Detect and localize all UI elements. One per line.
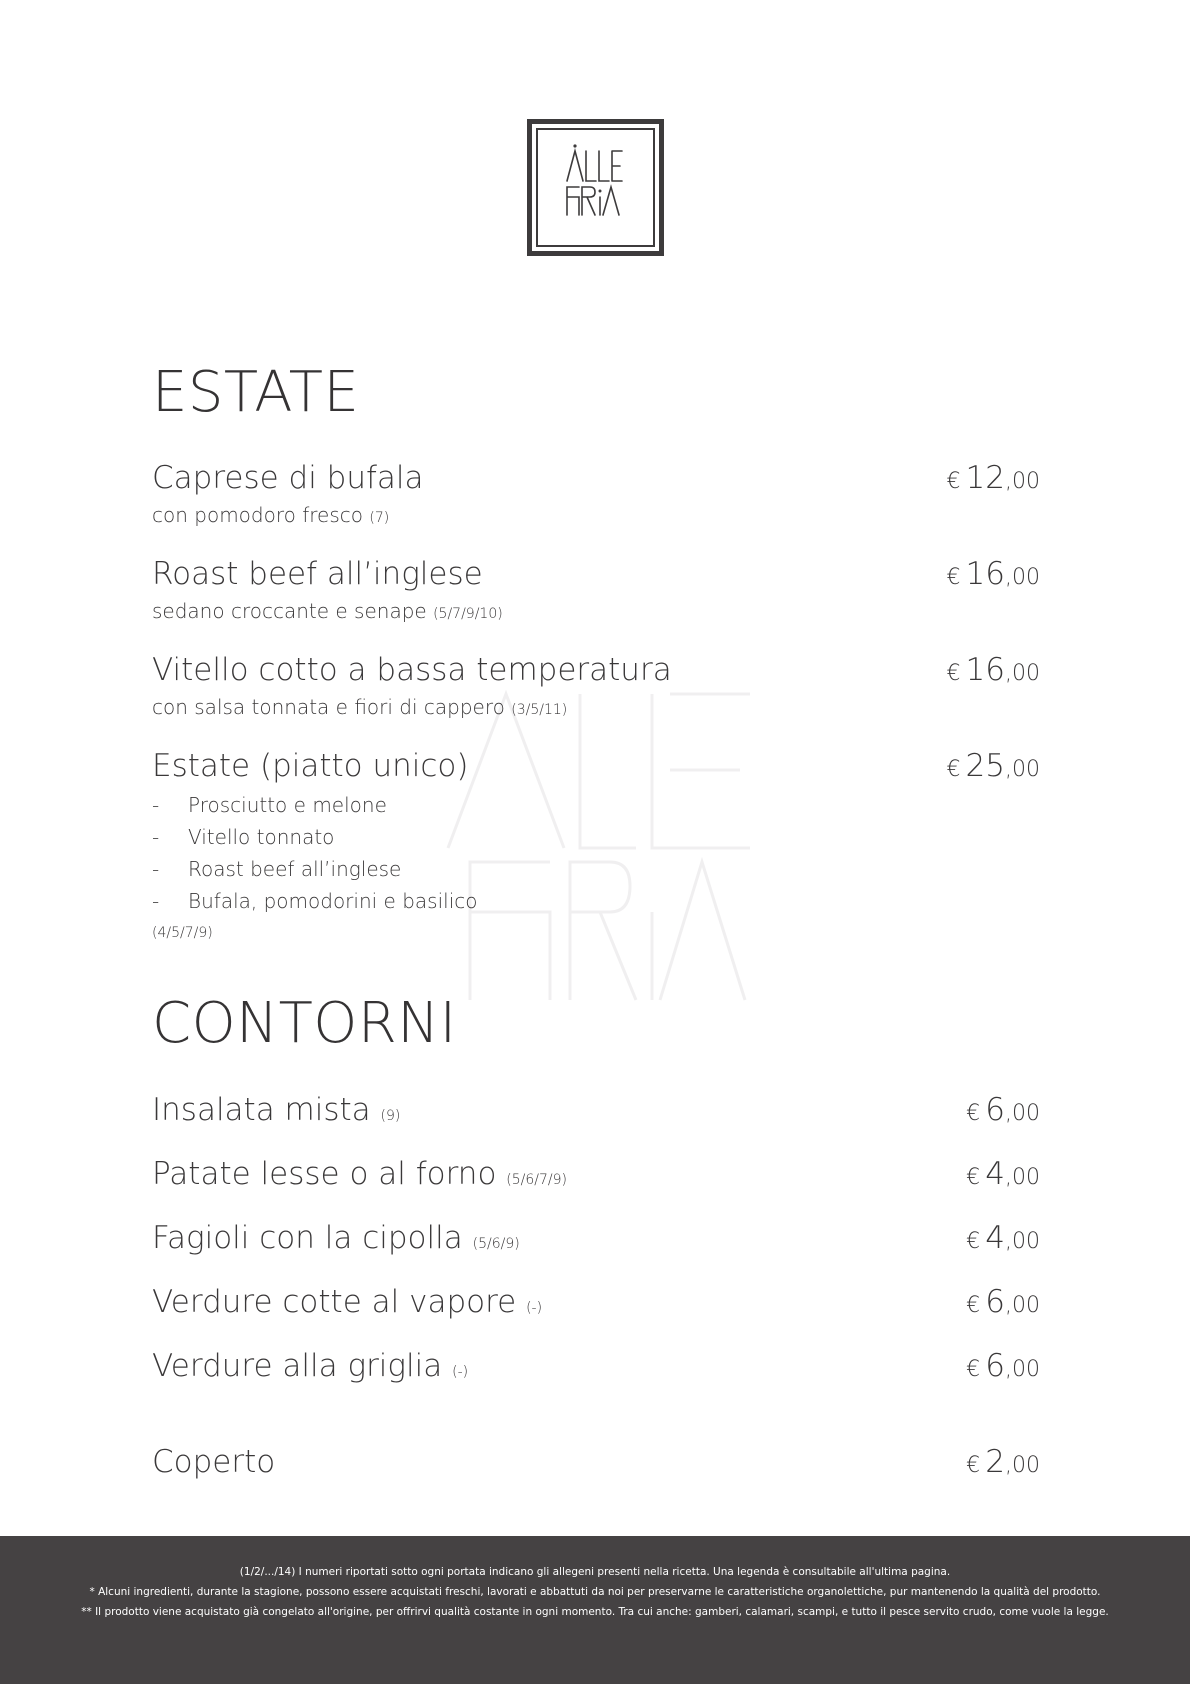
allergen-codes: (5/7/9/10) (433, 606, 503, 622)
item-price: € 12,00 (946, 460, 1040, 496)
item-name: Vitello cotto a bassa temperatura (152, 652, 672, 688)
item-name: Coperto (152, 1444, 276, 1480)
item-name: Caprese di bufala (152, 460, 424, 496)
footer-notes (0, 1562, 1190, 1622)
footer-note-fresh: * Alcuni ingredienti, durante la stagione, possono essere acquistati freschi, lavorati e abbattuti da noi per preservarne le caratteristiche organolettiche, pur mantenendo la qualità del prodotto. (89, 1586, 1101, 1598)
menu-item-vitello (152, 652, 1040, 719)
allergen-codes: (9) (380, 1108, 401, 1124)
item-price: € 2,00 (966, 1444, 1040, 1480)
list-item: - Bufala, pomodorini e basilico (152, 889, 478, 913)
allergen-codes: (4/5/7/9) (152, 925, 213, 941)
item-name: Estate (piatto unico) (152, 748, 469, 784)
list-item: - Roast beef all’inglese (152, 857, 402, 881)
allergen-codes: (3/5/11) (511, 702, 568, 718)
sub-item-list (152, 789, 1040, 917)
allergen-codes: (5/6/7/9) (506, 1172, 567, 1188)
allegria-logo (527, 119, 664, 256)
menu-item-roast-beef (152, 556, 1040, 623)
item-description: con pomodoro fresco (7) (152, 503, 390, 527)
item-price: € 6,00 (966, 1284, 1040, 1320)
item-price: € 4,00 (966, 1220, 1040, 1256)
item-name: Roast beef all’inglese (152, 556, 483, 592)
footer-note-frozen: ** Il prodotto viene acquistato già congelato all'origine, per offrirvi qualità costante in ogni momento. Tra cui anche: gamberi, calamari, scampi, e tutto il pesce servito crudo, come vuole la legge. (81, 1606, 1109, 1618)
section-title-contorni: CONTORNI (152, 991, 457, 1056)
item-price: € 6,00 (966, 1092, 1040, 1128)
item-price: € 4,00 (966, 1156, 1040, 1192)
item-name: Verdure alla griglia (-) (152, 1348, 469, 1384)
allegria-logo-mark (532, 124, 659, 251)
list-item: - Prosciutto e melone (152, 793, 387, 817)
item-description: con salsa tonnata e fiori di cappero (3/5/11) (152, 695, 568, 719)
item-price: € 16,00 (946, 652, 1040, 688)
list-item: - Vitello tonnato (152, 825, 335, 849)
item-price: € 6,00 (966, 1348, 1040, 1384)
coperto-row (152, 1444, 1040, 1480)
menu-item-verdure-griglia (152, 1348, 1040, 1384)
item-price: € 25,00 (946, 748, 1040, 784)
item-price: € 16,00 (946, 556, 1040, 592)
menu-item-estate-piatto-unico (152, 748, 1040, 941)
footer-note-allergens: (1/2/.../14) I numeri riportati sotto ogni portata indicano gli allegeni presenti nella ricetta. Una legenda è consultabile all'ultima pagina. (239, 1566, 951, 1578)
allergen-codes: (7) (369, 510, 390, 526)
item-name: Verdure cotte al vapore (-) (152, 1284, 543, 1320)
menu-item-verdure-vapore (152, 1284, 1040, 1320)
menu-item-fagioli (152, 1220, 1040, 1256)
menu-item-patate (152, 1156, 1040, 1192)
item-name: Insalata mista (9) (152, 1092, 401, 1128)
item-name: Fagioli con la cipolla (5/6/9) (152, 1220, 520, 1256)
menu-item-insalata-mista (152, 1092, 1040, 1128)
menu-item-caprese (152, 460, 1040, 527)
item-description: sedano croccante e senape (5/7/9/10) (152, 599, 503, 623)
allergen-codes: (-) (526, 1300, 543, 1316)
allergen-codes: (5/6/9) (472, 1236, 520, 1252)
allergen-codes: (-) (452, 1364, 469, 1380)
item-name: Patate lesse o al forno (5/6/7/9) (152, 1156, 567, 1192)
section-title-estate: ESTATE (152, 360, 360, 425)
footer (0, 1536, 1190, 1684)
